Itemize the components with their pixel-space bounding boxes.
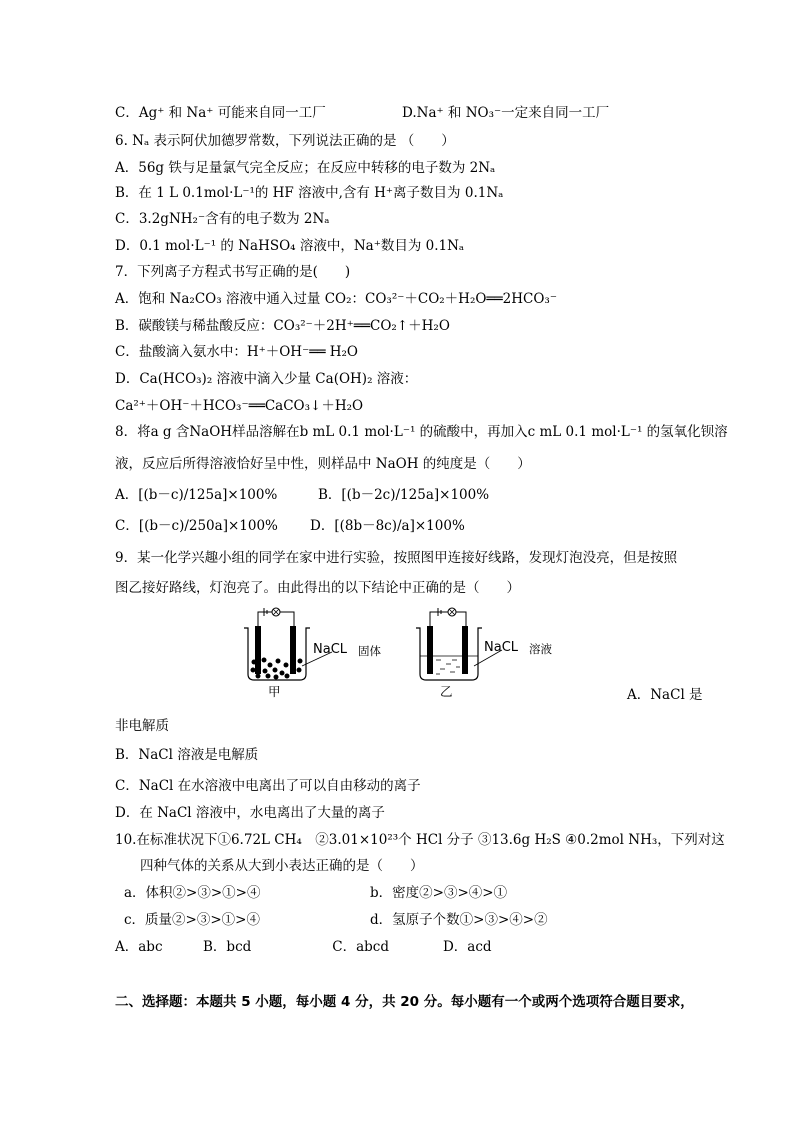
q6-option-b: B．在 1 L 0.1mol·L⁻¹的 HF 溶液中,含有 H⁺离子数目为 0.1Nₐ xyxy=(115,185,504,201)
q7-option-b: B．碳酸镁与稀盐酸反应：CO₃²⁻＋2H⁺══CO₂↑＋H₂O xyxy=(115,318,450,334)
q9-option-c: C．NaCl 在水溶液中电离出了可以自由移动的离子 xyxy=(115,778,421,794)
q9-option-b: B．NaCl 溶液是电解质 xyxy=(115,747,259,763)
yi-caption: 乙 xyxy=(440,684,453,699)
q10-item-c: c．质量②>③>①>④ xyxy=(124,912,260,928)
q10-stem-line2: 四种气体的关系从大到小表达正确的是（ ） xyxy=(140,858,424,874)
q10-item-a: a．体积②>③>①>④ xyxy=(124,885,261,901)
q9-stem-line2: 图乙接好路线，灯泡亮了。由此得出的以下结论中正确的是（ ） xyxy=(115,580,520,596)
q8-option-a: A．[(b－c)/125a]×100% xyxy=(115,487,278,503)
q5-option-c: C．Ag⁺ 和 Na⁺ 可能来自同一工厂 xyxy=(115,105,326,121)
q6-option-c: C．3.2gNH₂⁻含有的电子数为 2Nₐ xyxy=(115,211,330,227)
q5-option-d: D.Na⁺ 和 NO₃⁻一定来自同一工厂 xyxy=(402,105,610,121)
q9-option-a-cont: 非电解质 xyxy=(115,718,169,734)
q8-option-d: D．[(8b－8c)/a]×100% xyxy=(310,518,465,534)
q6-option-a: A．56g 铁与足量氯气完全反应；在反应中转移的电子数为 2Nₐ xyxy=(115,160,496,176)
q7-option-a: A．饱和 Na₂CO₃ 溶液中通入过量 CO₂：CO₃²⁻＋CO₂＋H₂O══2HCO₃⁻ xyxy=(115,291,557,307)
q10-item-b: b．密度②>③>④>① xyxy=(370,885,508,901)
q7-option-d: D．Ca(HCO₃)₂ 溶液中滴入少量 Ca(OH)₂ 溶液： xyxy=(115,371,418,387)
q8-option-c: C．[(b－c)/250a]×100% xyxy=(115,518,278,534)
q7-option-c: C．盐酸滴入氨水中：H⁺＋OH⁻══ H₂O xyxy=(115,344,358,360)
q8-option-b: B．[(b－2c)/125a]×100% xyxy=(318,487,490,503)
q9-stem-line1: 9．某一化学兴趣小组的同学在家中进行实验，按照图甲连接好线路，发现灯泡没亮，但是按照 xyxy=(115,550,678,566)
yi-label: NaCL xyxy=(484,640,519,655)
q6-option-d: D．0.1 mol·L⁻¹ 的 NaHSO₄ 溶液中，Na⁺数目为 0.1Nₐ xyxy=(115,238,465,254)
jia-caption: 甲 xyxy=(268,684,281,699)
q8-stem-line2: 液，反应后所得溶液恰好呈中性，则样品中 NaOH 的纯度是（ ） xyxy=(115,456,531,472)
q10-stem-line1: 10.在标准状况下①6.72L CH₄ ②3.01×10²³个 HCl 分子 ③13.6g H₂S ④0.2mol NH₃，下列对这 xyxy=(115,832,725,848)
q10-options: A．abc B．bcd C．abcd D．acd xyxy=(115,939,492,955)
figure-beaker-yi xyxy=(412,604,562,699)
jia-label: NaCL xyxy=(313,642,348,657)
q6-stem: 6. Nₐ 表示阿伏加德罗常数，下列说法正确的是 （ ） xyxy=(115,133,455,149)
q7-stem: 7．下列离子方程式书写正确的是( ) xyxy=(115,264,351,280)
figure-beaker-jia xyxy=(240,604,390,699)
q10-item-d: d．氢原子个数①>③>④>② xyxy=(370,912,548,928)
q7-option-d-equation: Ca²⁺＋OH⁻＋HCO₃⁻══CaCO₃↓＋H₂O xyxy=(115,398,364,414)
section-two-heading: 二、选择题：本题共 5 小题，每小题 4 分，共 20 分。每小题有一个或两个选项符合题目要求， xyxy=(115,994,694,1010)
q9-option-d: D．在 NaCl 溶液中，水电离出了大量的离子 xyxy=(115,805,385,821)
q8-stem-line1: 8．将a g 含NaOH样品溶解在b mL 0.1 mol·L⁻¹ 的硫酸中，再加入c mL 0.1 mol·L⁻¹ 的氢氧化钡溶 xyxy=(115,424,728,440)
q9-option-a: A．NaCl 是 xyxy=(627,687,703,703)
jia-label-solid: 固体 xyxy=(358,644,381,658)
yi-label-solution: 溶液 xyxy=(529,642,552,656)
